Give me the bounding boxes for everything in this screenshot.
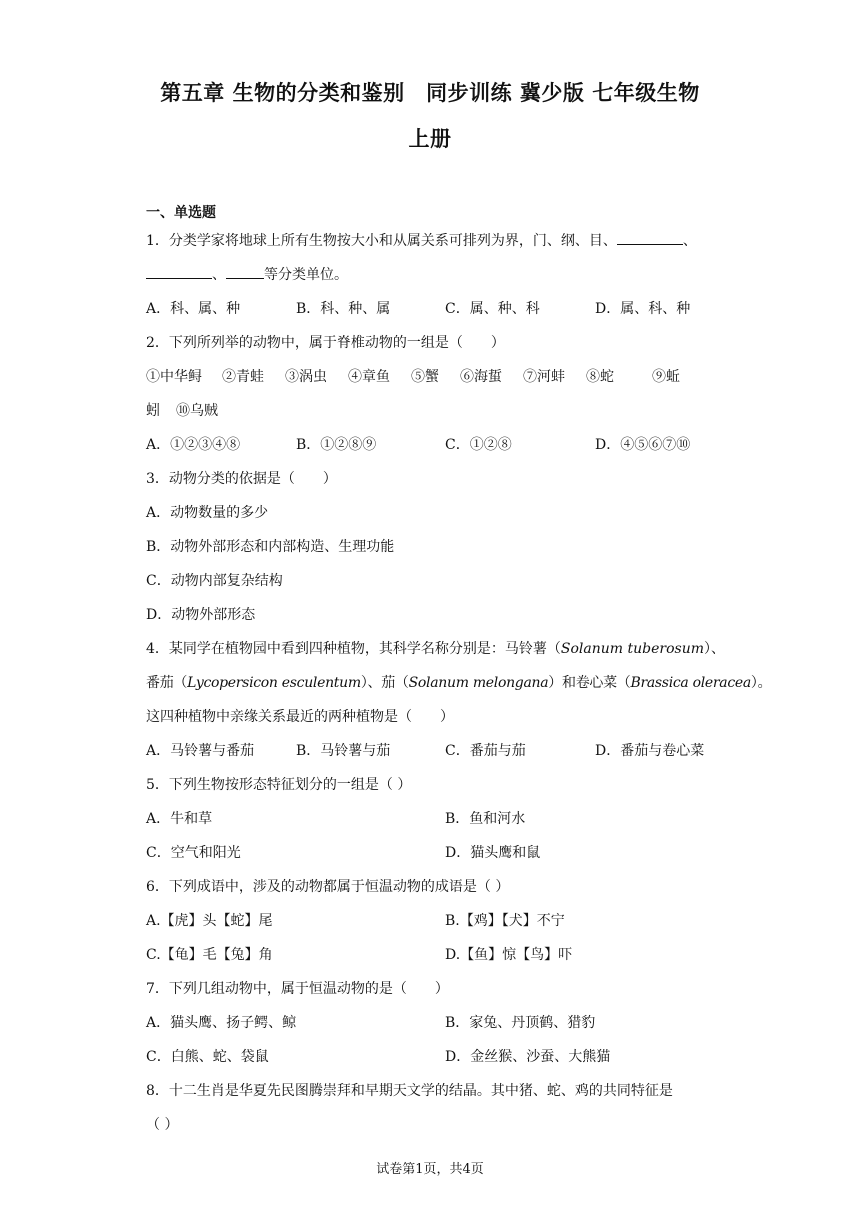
answer-blank[interactable] [226, 264, 264, 279]
q7-option-d[interactable]: D．金丝猴、沙蚕、大熊猫 [445, 1049, 611, 1065]
q1-option-d[interactable]: D．属、科、种 [595, 301, 691, 317]
section-heading: 一、单选题 [146, 205, 216, 221]
q5-option-b[interactable]: B．鱼和河水 [445, 811, 526, 827]
scientific-name: Solanum tuberosum [560, 641, 704, 657]
q3-option-b[interactable]: B．动物外部形态和内部构造、生理功能 [146, 539, 395, 555]
q3-option-a[interactable]: A．动物数量的多少 [146, 505, 269, 521]
q2-item: ①中华鲟 [146, 369, 202, 385]
q2-item: ⑤蟹 [411, 369, 439, 385]
answer-blank[interactable] [146, 264, 212, 279]
q7-option-c[interactable]: C．白熊、蛇、袋鼠 [146, 1049, 269, 1065]
q4-option-b[interactable]: B．马铃薯与茄 [296, 743, 391, 759]
q2-option-a[interactable]: A．①②③④⑧ [146, 437, 241, 453]
q2-item: ③涡虫 [285, 369, 327, 385]
q7-option-b[interactable]: B．家兔、丹顶鹤、猎豹 [445, 1015, 596, 1031]
q1-option-a[interactable]: A．科、属、种 [146, 301, 241, 317]
q2-item: ⑦河蚌 [523, 369, 565, 385]
question-1-line-2: 、 等分类单位。 [146, 264, 348, 284]
q7-option-a[interactable]: A．猫头鹰、扬子鳄、鲸 [146, 1015, 297, 1031]
title-line-2: 上册 [408, 126, 452, 151]
q5-option-a[interactable]: A．牛和草 [146, 811, 213, 827]
page-title [120, 70, 740, 162]
q4-option-a[interactable]: A．马铃薯与番茄 [146, 743, 255, 759]
answer-blank[interactable] [617, 230, 683, 245]
question-1-line-1: 1．分类学家将地球上所有生物按大小和从属关系可排列为界，门、纲、目、 、 [146, 230, 697, 250]
question-3-stem: 3．动物分类的依据是（ ） [146, 471, 337, 487]
q2-option-b[interactable]: B．①②⑧⑨ [296, 437, 377, 453]
q4-option-c[interactable]: C．番茄与茄 [445, 743, 526, 759]
q2-option-d[interactable]: D．④⑤⑥⑦⑩ [595, 437, 691, 453]
question-7-stem: 7．下列几组动物中，属于恒温动物的是（ ） [146, 981, 449, 997]
question-8-stem: 8．十二生肖是华夏先民图腾崇拜和早期天文学的结晶。其中猪、蛇、鸡的共同特征是 [146, 1083, 673, 1099]
q2-item: ⑥海蜇 [460, 369, 502, 385]
q2-item: ⑧蛇 [586, 369, 614, 385]
q1-option-b[interactable]: B．科、种、属 [296, 301, 391, 317]
question-2-stem: 2．下列所列举的动物中，属于脊椎动物的一组是（ ） [146, 335, 505, 351]
q6-option-d[interactable]: D.【鱼】惊【鸟】吓 [445, 947, 573, 963]
q1-option-c[interactable]: C．属、种、科 [445, 301, 540, 317]
q5-option-d[interactable]: D．猫头鹰和鼠 [445, 845, 541, 861]
question-5-stem: 5．下列生物按形态特征划分的一组是（ ） [146, 777, 412, 793]
question-4-line-2: 番茄（Lycopersicon esculentum）、茄（Solanum melongana）和卷心菜（Brassica oleracea）。 [146, 675, 772, 691]
scientific-name: Lycopersicon esculentum [187, 675, 361, 691]
question-4-line-3: 这四种植物中亲缘关系最近的两种植物是（ ） [146, 709, 454, 725]
q2-item: ⑨蚯 [652, 369, 680, 385]
scientific-name: Brassica oleracea [630, 675, 751, 691]
question-4-line-1: 4．某同学在植物园中看到四种植物，其科学名称分别是：马铃薯（Solanum tuberosum）、 [146, 641, 725, 657]
q2-option-c[interactable]: C．①②⑧ [445, 437, 512, 453]
scientific-name: Solanum melongana [408, 675, 549, 691]
q2-item: ②青蛙 [222, 369, 264, 385]
q6-option-a[interactable]: A.【虎】头【蛇】尾 [146, 913, 273, 929]
q6-option-b[interactable]: B.【鸡】【犬】不宁 [445, 913, 565, 929]
q6-option-c[interactable]: C.【龟】毛【兔】角 [146, 947, 273, 963]
question-8-tail: （ ） [146, 1117, 179, 1133]
q4-option-d[interactable]: D．番茄与卷心菜 [595, 743, 705, 759]
q3-option-d[interactable]: D．动物外部形态 [146, 607, 256, 623]
q2-item: ⑩乌贼 [176, 403, 218, 419]
q5-option-c[interactable]: C．空气和阳光 [146, 845, 241, 861]
q2-item: ④章鱼 [348, 369, 390, 385]
question-6-stem: 6．下列成语中，涉及的动物都属于恒温动物的成语是（ ） [146, 879, 510, 895]
page-footer: 试卷第1页，共4页 [376, 1162, 484, 1177]
title-line-1: 第五章 生物的分类和鉴别 同步训练 冀少版 七年级生物 [160, 80, 700, 105]
q2-item: 蚓 [146, 403, 160, 419]
q3-option-c[interactable]: C．动物内部复杂结构 [146, 573, 283, 589]
